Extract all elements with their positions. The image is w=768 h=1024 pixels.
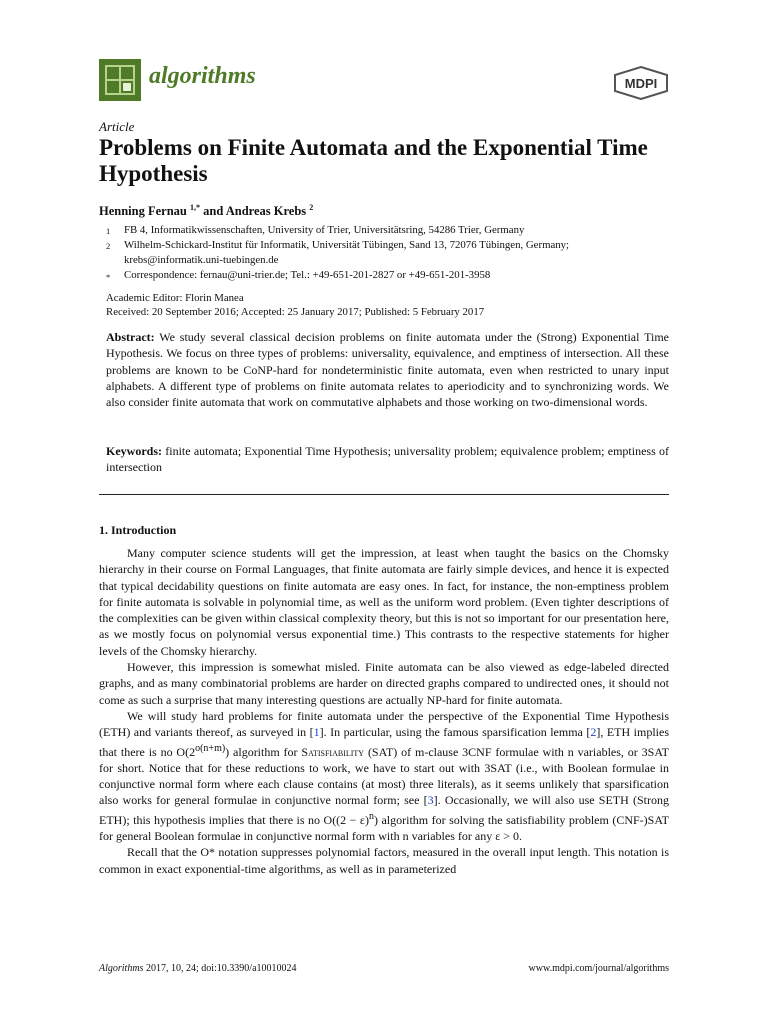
journal-name: algorithms [149, 63, 256, 89]
keywords-label: Keywords: [106, 444, 162, 458]
mdpi-logo-text: MDPI [624, 76, 658, 91]
correspondence-text: Correspondence: fernau@uni-trier.de; Tel.: +49-651-201-2827 or +49-651-201-3958 [124, 269, 491, 281]
publication-dates: Received: 20 September 2016; Accepted: 25 January 2017; Published: 5 February 2017 [106, 306, 485, 318]
abstract [106, 329, 669, 410]
citation-link[interactable]: 3 [427, 793, 434, 808]
section-heading: 1. Introduction [99, 523, 177, 537]
article-type: Article [99, 119, 135, 134]
article-title: Problems on Finite Automata and the Exponential Time Hypothesis [99, 135, 648, 186]
keywords-text: finite automata; Exponential Time Hypothesis; universality problem; equivalence problem; emptiness of intersection [106, 444, 670, 475]
footer-url[interactable]: www.mdpi.com/journal/algorithms [528, 963, 669, 974]
paragraph: Recall that the O* notation suppresses polynomial factors, measured in the overall input length. This notation is common in exact exponential-time algorithms, as well as in parameterized [99, 845, 669, 876]
introduction-body [99, 545, 669, 877]
mdpi-logo [613, 66, 669, 100]
academic-editor: Academic Editor: Florin Manea [106, 292, 244, 304]
citation-link[interactable]: 2 [590, 725, 597, 740]
affiliation-text: FB 4, Informatikwissenschaften, University of Trier, Universitätsring, 54286 Trier, Germany [124, 224, 525, 236]
footer-citation [99, 963, 297, 974]
author-affiliation-mark: 2 [309, 203, 314, 212]
affiliation-mark: 1 [106, 226, 111, 236]
author-name: Henning Fernau [99, 204, 187, 219]
abstract-label: Abstract: [106, 330, 155, 344]
author-affiliation-mark: 1,* [190, 203, 200, 212]
author-list [99, 203, 313, 219]
keywords [106, 443, 669, 476]
paragraph: However, this impression is somewhat misled. Finite automata can be also viewed as edge-labeled directed graphs, and as many combinatorial problems are harder on directed graphs compared to undirected ones, it should not come as such a surprise that many interesting questions are actually NP-hard for finite automata. [99, 660, 669, 707]
paragraph: Many computer science students will get the impression, at least when taught the basics on the Chomsky hierarchy in their course on Formal Languages, that finite automata are fairly simple devices, and hence it is expected that typical decidability questions on finite automata are easy ones. In fact, for instance, the non-emptiness problem for finite automata is solvable in polynomial time, as well as the uniform word problem. (Even tighter descriptions of the complexities can be given within classical complexity theory, but this is not so important for our presentation here, as we mostly focus on polynomial versus exponential time.) This contrasts to the respective statements for higher levels of the Chomsky hierarchy. [99, 546, 669, 658]
algorithms-journal-logo [99, 59, 141, 101]
section-divider [99, 494, 669, 495]
author-conjunction: and [203, 204, 224, 219]
affiliation-mark: 2 [106, 241, 111, 251]
affiliation-text: Wilhelm-Schickard-Institut für Informatik, Universität Tübingen, Sand 13, 72076 Tübingen, Germany; [124, 239, 570, 251]
author-name: Andreas Krebs [225, 204, 307, 219]
affiliation-mark: * [106, 272, 111, 282]
abstract-text: We study several classical decision problems on finite automata under the (Strong) Exponential Time Hypothesis. We focus on three types of problems: universality, equivalence, and emptiness of intersection. All these problems are known to be CoNP-hard for nondeterministic finite automata, even when restricted to unary input alphabets. A different type of problems on finite automata relates to aperiodicity and to synchronizing words. We also consider finite automata that work on commutative alphabets and those working on two-dimensional words. [106, 330, 669, 410]
citation-link[interactable]: 1 [313, 725, 320, 740]
footer-journal: Algorithms [99, 963, 144, 974]
paragraph: We will study hard problems for finite automata under the perspective of the Exponential Time Hypothesis (ETH) and variants thereof, as surveyed in [1]. In particular, using the famous sparsification lemma [2], ETH implies that there is no $O(2^{o(n+m)})$ algorithm for Satisfiability (SAT) of m-clause 3CNF formulae with n variables, or 3SAT for short. Notice that for these reductions to work, we have to start out with 3SAT (i.e., with Boolean formulae in conjunctive normal form where each clause contains (at most) three literals), as it seems unlikely that sparsification also works for general formulae in conjunctive normal form; see [3]. Occasionally, we will also use SETH (Strong ETH); this hypothesis implies that there is no $O((2 - \varepsilon)^n)$ algorithm for solving the satisfiability problem (CNF-)SAT for general Boolean formulae in conjunctive normal form with n variables for any ε > 0. [99, 708, 669, 844]
footer-citation-text: 2017, 10, 24; doi:10.3390/a10010024 [145, 963, 297, 974]
affiliation-email: krebs@informatik.uni-tuebingen.de [124, 254, 279, 266]
